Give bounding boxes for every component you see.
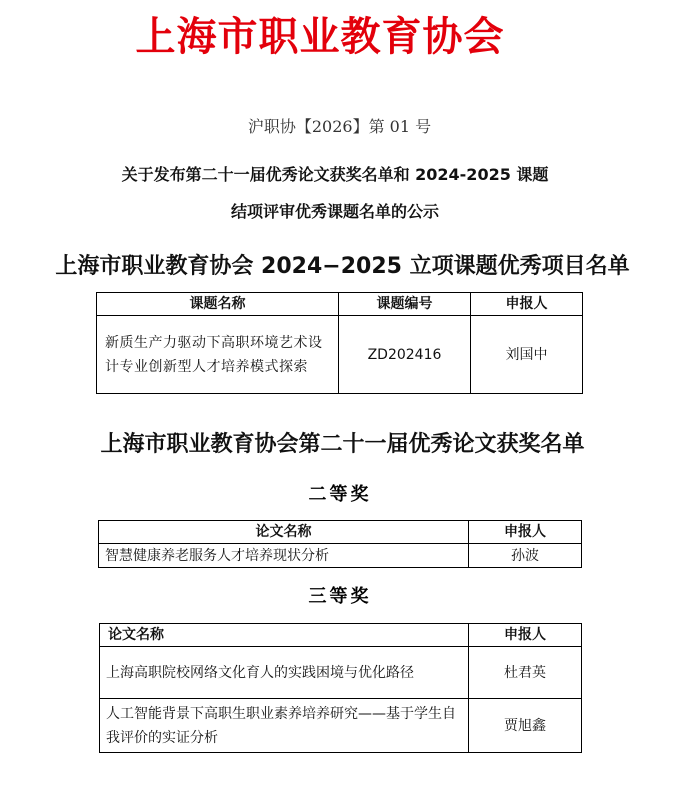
column-header: 课题名称: [97, 293, 339, 316]
column-header: 申报人: [469, 521, 582, 544]
notice-title-line2: 结项评审优秀课题名单的公示: [230, 202, 439, 221]
table-row: [100, 647, 582, 699]
third-prize-table: [99, 623, 582, 753]
project-code: ZD202416: [339, 316, 471, 394]
projects-table: [96, 292, 583, 394]
second-prize-label: 二等奖: [308, 484, 372, 505]
paper-name: 上海高职院校网络文化育人的实践困境与优化路径: [100, 647, 469, 699]
papers-section-title: 上海市职业教育协会第二十一届优秀论文获奖名单: [100, 432, 585, 457]
paper-applicant: 杜君英: [469, 647, 582, 699]
column-header: 课题编号: [339, 293, 471, 316]
column-header: 申报人: [471, 293, 583, 316]
table-header-row: [97, 293, 583, 316]
project-applicant: 刘国中: [471, 316, 583, 394]
notice-title-line1: 关于发布第二十一届优秀论文获奖名单和 2024-2025 课题: [121, 165, 549, 184]
paper-name: 智慧健康养老服务人才培养现状分析: [99, 544, 469, 568]
paper-applicant: 贾旭鑫: [469, 699, 582, 753]
table-row: [99, 544, 582, 568]
table-row: [97, 316, 583, 394]
project-name: 新质生产力驱动下高职环境艺术设计专业创新型人才培养模式探索: [97, 316, 339, 394]
table-header-row: [99, 521, 582, 544]
org-title: 上海市职业教育协会: [135, 13, 505, 60]
column-header: 申报人: [469, 624, 582, 647]
second-prize-table: [98, 520, 582, 568]
paper-name: 人工智能背景下高职生职业素养培养研究——基于学生自我评价的实证分析: [100, 699, 469, 753]
document-number: 沪职协【2026】第 01 号: [247, 117, 432, 136]
table-row: [100, 699, 582, 753]
column-header: 论文名称: [99, 521, 469, 544]
column-header: 论文名称: [100, 624, 469, 647]
table-header-row: [100, 624, 582, 647]
paper-applicant: 孙波: [469, 544, 582, 568]
projects-section-title: 上海市职业教育协会 2024−2025 立项课题优秀项目名单: [55, 254, 630, 279]
third-prize-label: 三等奖: [308, 586, 372, 607]
